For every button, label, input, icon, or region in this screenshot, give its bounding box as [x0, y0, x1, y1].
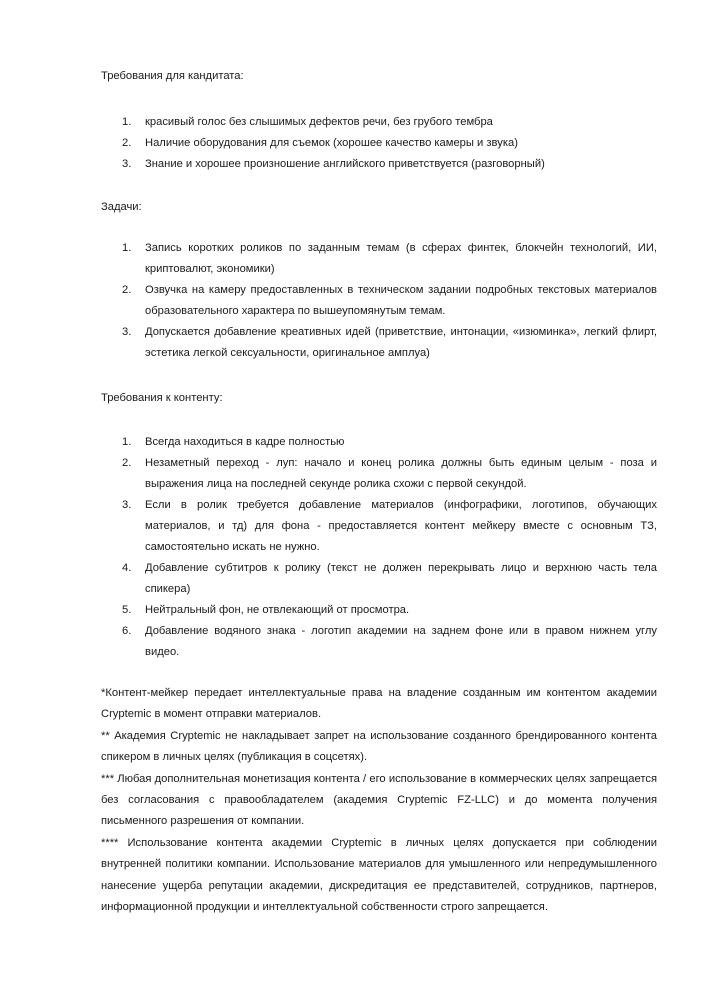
list-item-text: Нейтральный фон, не отвлекающий от просмотра. — [145, 604, 410, 616]
list-item — [0, 432, 707, 453]
list-number: 3. — [122, 158, 132, 170]
list-number: 2. — [122, 284, 132, 296]
list-number: 3. — [122, 499, 132, 511]
list-item-text: Наличие оборудования для съемок (хорошее качество камеры и звука) — [145, 137, 518, 149]
list-number: 2. — [122, 137, 132, 149]
list-item — [0, 238, 707, 280]
list-number: 1. — [122, 242, 132, 254]
list-item — [0, 495, 707, 558]
section-heading-tasks: Задачи: — [101, 201, 142, 213]
list-item-text: красивый голос без слышимых дефектов речи, без грубого тембра — [145, 116, 493, 128]
list-number: 4. — [122, 562, 132, 574]
footnote-personal-use: ** Академия Cryptemic не накладывает запрет на использование созданного брендированного контента спикером в личных целях (публикация в соцсетях). — [101, 729, 657, 764]
list-item-text: Озвучка на камеру предоставленных в техническом задании подробных текстовых материалов образовательного характера по вышеупомянутым темам. — [145, 284, 657, 317]
list-item-text: Знание и хорошее произношение английского приветствуется (разговорный) — [145, 158, 545, 170]
list-item-text: Всегда находиться в кадре полностью — [145, 436, 345, 448]
list-item-text: Добавление субтитров к ролику (текст не должен перекрывать лицо и верхнюю часть тела спикера) — [145, 562, 657, 595]
list-number: 1. — [122, 116, 132, 128]
list-number: 3. — [122, 326, 132, 338]
list-item — [0, 154, 707, 175]
list-item — [0, 453, 707, 495]
section-heading-content-requirements: Требования к контенту: — [101, 392, 223, 404]
list-item — [0, 600, 707, 621]
list-item — [0, 280, 707, 322]
candidate-requirements-list — [0, 112, 707, 175]
footnote-policy: **** Использование контента академии Cryptemic в личных целях допускается при соблюдении внутренней политики компании. Использование материалов для умышленного или непредумышленного нанесение ущерба репутации академии, дискредитация ее представителей, сотрудников, партнеров, информационной продукции и интеллектуальной собственности строго запрещается. — [101, 836, 657, 914]
section-heading-candidate-requirements: Требования для кандитата: — [101, 70, 244, 82]
list-number: 2. — [122, 457, 132, 469]
list-item-text: Запись коротких роликов по заданным темам (в сферах финтек, блокчейн технологий, ИИ, криптовалют, экономики) — [145, 242, 657, 275]
list-item — [0, 558, 707, 600]
content-requirements-list — [0, 432, 707, 663]
list-number: 6. — [122, 625, 132, 637]
list-item-text: Добавление водяного знака - логотип академии на заднем фоне или в правом нижнем углу видео. — [145, 625, 657, 658]
list-item — [0, 322, 707, 364]
list-number: 5. — [122, 604, 132, 616]
footnotes — [101, 683, 657, 918]
list-item-text: Допускается добавление креативных идей (приветствие, интонации, «изюминка», легкий флирт, эстетика легкой сексуальности, оригинальное амплуа) — [145, 326, 657, 359]
list-number: 1. — [122, 436, 132, 448]
list-item — [0, 621, 707, 663]
list-item-text: Незаметный переход - луп: начало и конец ролика должны быть единым целым - поза и выражения лица на последней секунде ролика схожи с первой секундой. — [145, 457, 657, 490]
list-item — [0, 133, 707, 154]
tasks-list — [0, 238, 707, 364]
list-item-text: Если в ролик требуется добавление материалов (инфографики, логотипов, обучающих материалов, и тд) для фона - предоставляется контент мейкеру вместе с основным ТЗ, самостоятельно искать не нужно. — [145, 499, 657, 553]
footnote-monetization: *** Любая дополнительная монетизация контента / его использование в коммерческих целях запрещается без согласования с правообладателем (академия Cryptemic FZ-LLC) и до момента получения письменного разрешения от компании. — [101, 772, 657, 828]
footnote-ip-rights: *Контент-мейкер передает интеллектуальные права на владение созданным им контентом академии Cryptemic в момент отправки материалов. — [101, 687, 657, 721]
list-item — [0, 112, 707, 133]
